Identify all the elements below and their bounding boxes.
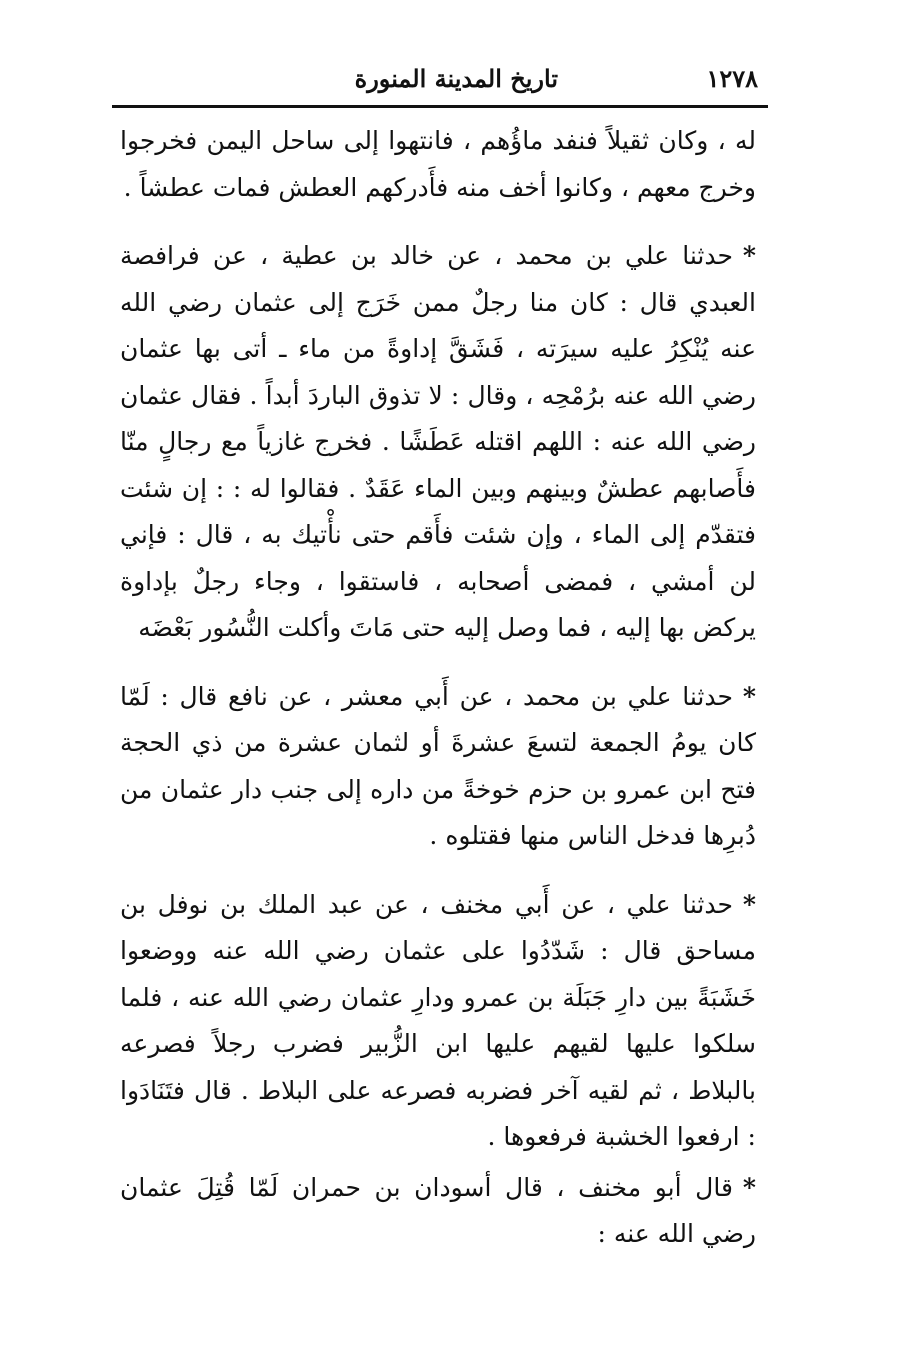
paragraph-4 xyxy=(120,882,756,1161)
paragraph-marker: * xyxy=(742,681,756,711)
paragraph-text: قال أبو مخنف ، قال أسودان بن حمران لَمّا قُتِلَ عثمان رضي الله عنه : xyxy=(120,1172,756,1248)
paragraph-3 xyxy=(120,674,756,860)
paragraph-text: له ، وكان ثقيلاً فنفد ماؤُهم ، فانتهوا إلى ساحل اليمن فخرجوا وخرج معهم ، وكانوا أخف منه فأَدركهم العطش فمات عطشاً . xyxy=(120,126,756,202)
running-title: تاريخ المدينة المنورة xyxy=(354,64,558,93)
header-rule xyxy=(112,105,768,108)
paragraph-marker: * xyxy=(742,889,756,919)
paragraph-text: حدثنا علي بن محمد ، عن أَبي معشر ، عن نافع قال : لَمّا كان يومُ الجمعة لتسعَ عشرةَ أو لثمان عشرة من ذي الحجة فتح ابن عمرو بن حزم خوخةً من داره إلى جنب دار عثمان من دُبرِها فدخل الناس منها فقتلوه . xyxy=(120,681,756,850)
paragraph-marker: * xyxy=(742,1172,756,1202)
paragraph-marker: * xyxy=(742,241,756,270)
page-number: ١٢٧٨ xyxy=(706,64,758,93)
paragraph-text: حدثنا علي ، عن أَبي مخنف ، عن عبد الملك بن نوفل بن مساحق قال : شَدّدُوا على عثمان رضي الله عنه ووضعوا خَشَبَةً بين دارِ جَبَلَة بن عمرو ودارِ عثمان رضي الله عنه ، فلما سلكوا عليها لقيهم عليها ابن الزُّبير فضرب رجلاً فصرعه بالبلاط ، ثم لقيه آخر فضربه فصرعه على البلاط . قال فتَنَادَوا : ارفعوا الخشبة فرفعوها . xyxy=(120,889,756,1151)
paragraph-text: حدثنا علي بن محمد ، عن خالد بن عطية ، عن فرافصة العبدي قال : كان منا رجلٌ ممن خَرَج إلى عثمان رضي الله عنه يُنْكِرُ عليه سيرَته ، فَشَقَّ إداوةً من ماء ـ أتى بها عثمان رضي الله عنه برُمْحِه ، وقال : لا تذوق الباردَ أبداً . فقال عثمان رضي الله عنه : اللهم اقتله عَطَشًا . فخرج غازياً مع رجالٍ منّا فأَصابهم عطشٌ وبينهم وبين الماء عَقَدٌ . فقالوا له : : إن شئت فتقدّم إلى الماء ، وإن شئت فأَقم حتى نأْتيك به ، قال : فإني لن أمشي ، فمضى أصحابه ، فاستقوا ، وجاء رجلٌ بإداوة يركض بها إليه ، فما وصل إليه حتى مَاتَ وأكلت النُّسُور بَعْضَه xyxy=(120,241,756,642)
paragraph-2 xyxy=(120,233,756,652)
page-header xyxy=(112,58,768,104)
paragraph-1 xyxy=(120,118,756,211)
paragraph-5 xyxy=(120,1165,756,1258)
body-text xyxy=(120,118,756,1258)
